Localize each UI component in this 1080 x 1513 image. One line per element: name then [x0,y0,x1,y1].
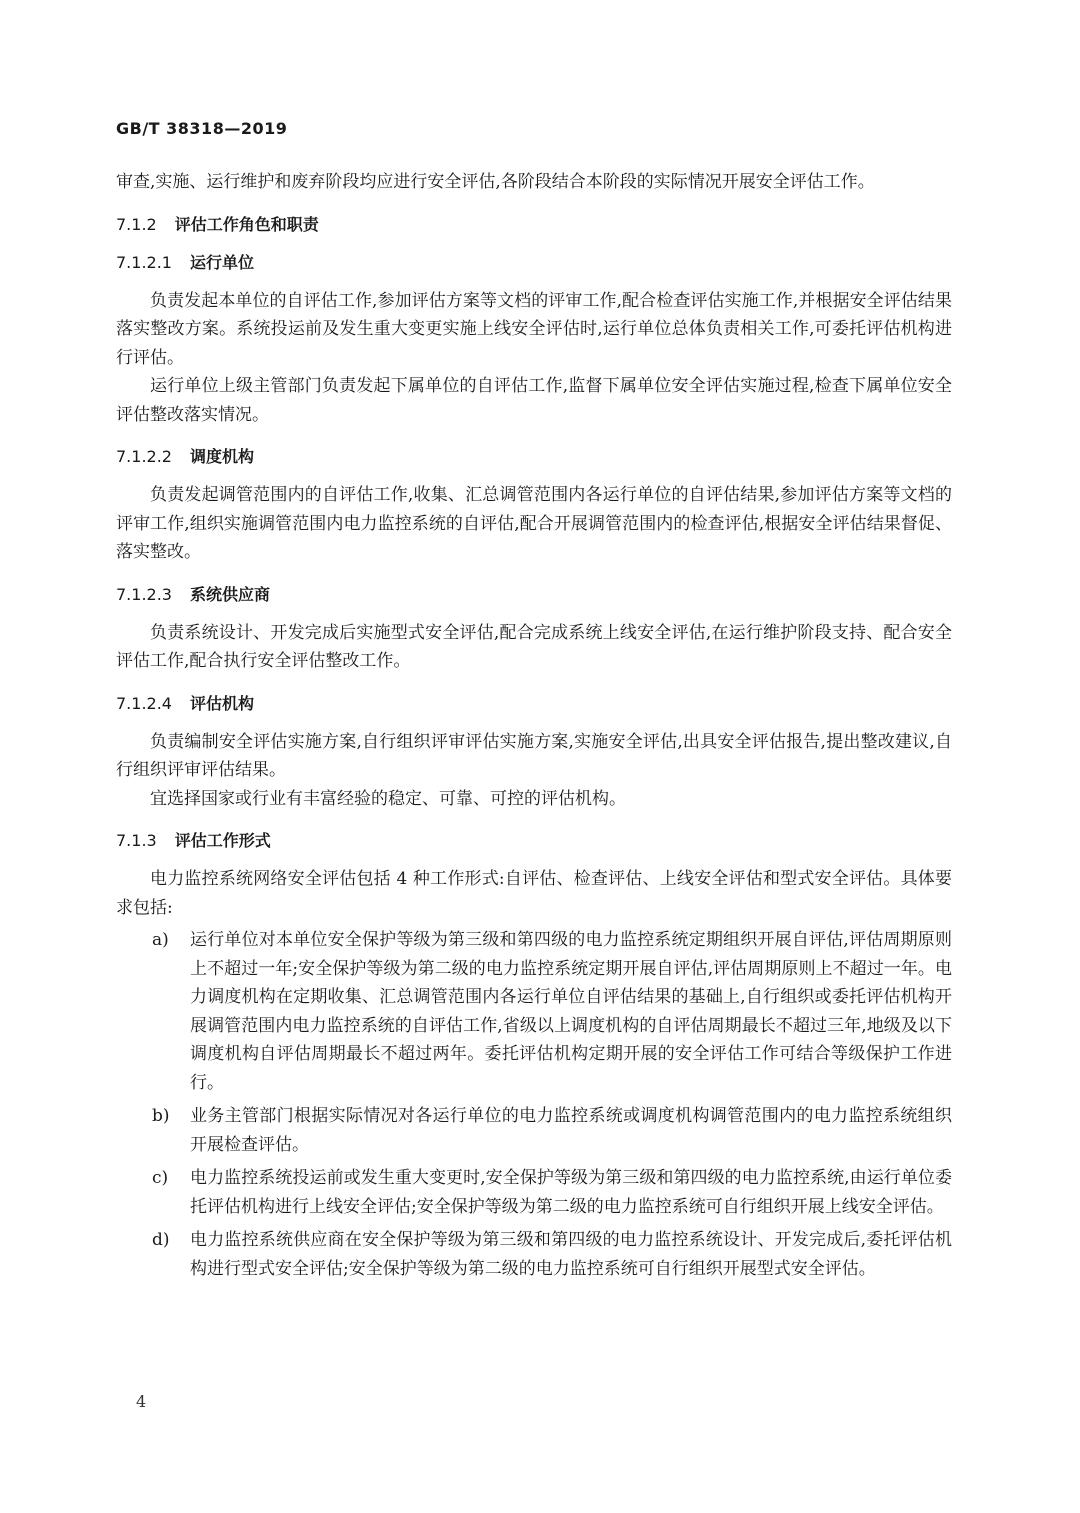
heading-7-1-2-2 [116,443,952,471]
heading-7-1-2-1 [116,249,952,277]
list-item-text: 电力监控系统供应商在安全保护等级为第三级和第四级的电力监控系统设计、开发完成后,委托评估机构进行型式安全评估;安全保护等级为第二级的电力监控系统可自行组织开展型式安全评估。 [190,1230,952,1279]
list-marker: a) [152,930,169,950]
list-item-a [116,926,952,1097]
list-item-d [116,1226,952,1283]
heading-number: 7.1.2.3 [116,584,172,604]
list-marker: d) [152,1230,170,1250]
heading-7-1-2-3 [116,581,952,609]
intro-continuation: 审查,实施、运行维护和废弃阶段均应进行安全评估,各阶段结合本阶段的实际情况开展安全评估工作。 [116,172,875,192]
heading-number: 7.1.2.1 [116,252,172,272]
list-item-text: 业务主管部门根据实际情况对各运行单位的电力监控系统或调度机构调管范围内的电力监控系统组织开展检查评估。 [190,1106,952,1155]
paragraph: 负责系统设计、开发完成后实施型式安全评估,配合完成系统上线安全评估,在运行维护阶段支持、配合安全评估工作,配合执行安全评估整改工作。 [116,622,952,671]
heading-7-1-3 [116,827,952,855]
paragraph: 负责编制安全评估实施方案,自行组织评审评估实施方案,实施安全评估,出具安全评估报告,提出整改建议,自行组织评审评估结果。 [116,731,952,780]
heading-title: 评估工作角色和职责 [174,214,319,234]
list-marker: b) [152,1106,170,1126]
paragraph: 宜选择国家或行业有丰富经验的稳定、可靠、可控的评估机构。 [150,788,626,809]
list-marker: c) [152,1168,169,1188]
heading-title: 评估机构 [189,693,254,713]
list-item-c [116,1164,952,1221]
paragraph: 电力监控系统网络安全评估包括 4 种工作形式:自评估、检查评估、上线安全评估和型式安全评估。具体要求包括: [116,869,952,918]
paragraph: 负责发起本单位的自评估工作,参加评估方案等文档的评审工作,配合检查评估实施工作,并根据安全评估结果落实整改方案。系统投运前及发生重大变更实施上线安全评估时,运行单位总体负责相关工作,可委托评估机构进行评估。 [116,290,952,368]
heading-number: 7.1.2 [116,214,157,234]
heading-7-1-2-4 [116,690,952,718]
list-item-text: 运行单位对本单位安全保护等级为第三级和第四级的电力监控系统定期组织开展自评估,评估周期原则上不超过一年;安全保护等级为第二级的电力监控系统定期开展自评估,评估周期原则上不超过一年。电力调度机构在定期收集、汇总调管范围内各运行单位自评估结果的基础上,自行组织或委托评估机构开展调管范围内电力监控系统的自评估工作,省级以上调度机构的自评估周期最长不超过三年,地级及以下调度机构自评估周期最长不超过两年。委托评估机构定期开展的安全评估工作可结合等级保护工作进行。 [190,930,952,1093]
standard-code: GB/T 38318—2019 [116,119,288,138]
heading-title: 运行单位 [189,252,254,272]
heading-number: 7.1.2.2 [116,447,172,466]
heading-7-1-2 [116,211,952,239]
page-number: 4 [136,1392,147,1411]
heading-number: 7.1.2.4 [116,693,172,713]
paragraph: 运行单位上级主管部门负责发起下属单位的自评估工作,监督下属单位安全评估实施过程,检查下属单位安全评估整改落实情况。 [116,376,952,425]
heading-title: 调度机构 [189,447,254,466]
list-item-b [116,1102,952,1159]
document-body [116,168,952,1288]
heading-title: 系统供应商 [189,584,270,604]
paragraph: 负责发起调管范围内的自评估工作,收集、汇总调管范围内各运行单位的自评估结果,参加评估方案等文档的评审工作,组织实施调管范围内电力监控系统的自评估,配合开展调管范围内的检查评估,根据安全评估结果督促、落实整改。 [116,485,952,562]
heading-number: 7.1.3 [116,831,157,850]
heading-title: 评估工作形式 [174,831,271,850]
list-item-text: 电力监控系统投运前或发生重大变更时,安全保护等级为第三级和第四级的电力监控系统,由运行单位委托评估机构进行上线安全评估;安全保护等级为第二级的电力监控系统可自行组织开展上线安全评估。 [190,1168,952,1217]
